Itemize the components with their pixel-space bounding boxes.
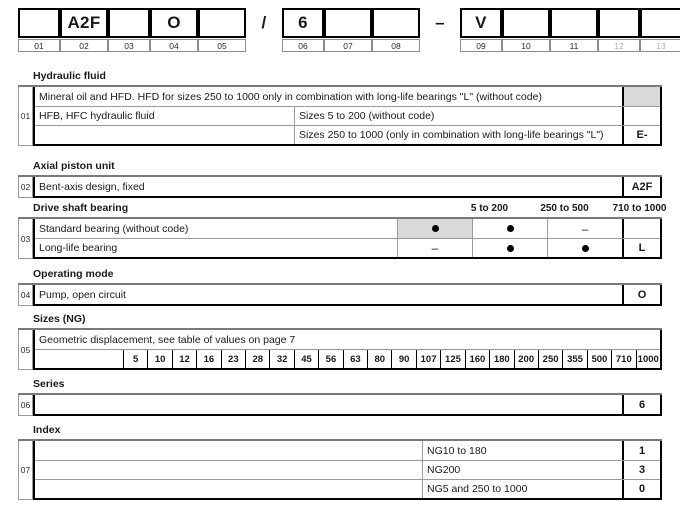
availability-mark — [472, 219, 547, 238]
section-03-title-row — [33, 202, 667, 215]
row-code: L — [622, 239, 660, 257]
ordering-code-index: 11 — [550, 39, 598, 52]
table-row — [35, 106, 660, 125]
ordering-code-position-10 — [502, 8, 550, 52]
section-01-number: 01 — [18, 87, 33, 146]
size-cell: 250 — [538, 350, 562, 368]
size-cell: 56 — [318, 350, 342, 368]
table-row — [35, 441, 660, 460]
size-cell: 355 — [562, 350, 586, 368]
bullet-icon — [432, 225, 439, 232]
ordering-code-value: 6 — [282, 8, 324, 38]
table-row — [35, 219, 660, 238]
section-02-title: Axial piston unit — [33, 160, 115, 172]
ordering-code-index: 08 — [372, 39, 420, 52]
section-07-number: 07 — [18, 441, 33, 500]
row-description: Bent-axis design, fixed — [39, 180, 145, 193]
size-cell: 107 — [416, 350, 440, 368]
row-subdescription: NG10 to 180 — [422, 441, 622, 460]
size-cell: 1000 — [636, 350, 660, 368]
size-cell: 80 — [367, 350, 391, 368]
ordering-code-index: 07 — [324, 39, 372, 52]
table-row — [35, 238, 660, 257]
size-cell: 28 — [245, 350, 269, 368]
dash-icon: – — [431, 241, 439, 255]
section-05-title: Sizes (NG) — [33, 313, 86, 325]
section-03 — [18, 202, 667, 259]
ordering-code-value — [18, 8, 60, 38]
row-subdescription: NG200 — [422, 461, 622, 479]
ordering-code-separator: – — [435, 13, 445, 32]
ordering-code-separator: / — [261, 13, 267, 32]
row-description: Mineral oil and HFD. HFD for sizes 250 to 1000 only in combination with long-life bearings "L" (without code) — [39, 90, 542, 103]
table-row — [35, 479, 660, 498]
section-02 — [18, 160, 662, 198]
dash-icon: – — [581, 221, 589, 236]
section-05-number: 05 — [18, 330, 33, 370]
section-07 — [18, 424, 662, 500]
ordering-code-index: 13 — [640, 39, 680, 52]
ordering-code-index: 06 — [282, 39, 324, 52]
row-code: E- — [622, 126, 660, 144]
size-cell: 180 — [489, 350, 513, 368]
ordering-code-position-05 — [198, 8, 246, 52]
table-row — [35, 460, 660, 479]
ordering-code-position-12 — [598, 8, 640, 52]
row-description — [35, 441, 422, 460]
size-cell: 710 — [611, 350, 635, 368]
availability-mark — [397, 239, 472, 257]
ordering-code-index: 03 — [108, 39, 150, 52]
row-description: HFB, HFC hydraulic fluid — [39, 110, 155, 122]
availability-mark — [397, 219, 472, 238]
section-01-title: Hydraulic fluid — [33, 70, 106, 82]
row-description: Pump, open circuit — [39, 288, 126, 301]
section-03-number: 03 — [18, 219, 33, 259]
ordering-code-value — [502, 8, 550, 38]
row-description — [35, 126, 294, 144]
ordering-code-value: V — [460, 8, 502, 38]
availability-mark — [472, 239, 547, 257]
size-cell: 12 — [172, 350, 196, 368]
ordering-code-position-sep — [246, 8, 282, 52]
ordering-code-value — [372, 8, 420, 38]
column-header-250-to-500: 250 to 500 — [540, 203, 589, 214]
ordering-code-value — [550, 8, 598, 38]
column-header-5-to-200: 5 to 200 — [470, 203, 509, 214]
bullet-icon — [507, 225, 514, 232]
row-code: O — [622, 285, 660, 304]
row-code: A2F — [622, 177, 660, 196]
ordering-code-position-08 — [372, 8, 420, 52]
ordering-code-index — [420, 39, 460, 52]
section-03-title: Drive shaft bearing — [33, 202, 129, 214]
size-cell: 63 — [343, 350, 367, 368]
ordering-code-position-01 — [18, 8, 60, 52]
ordering-code-index: 04 — [150, 39, 198, 52]
row-subdescription: NG5 and 250 to 1000 — [422, 480, 622, 498]
size-cell: 90 — [391, 350, 415, 368]
section-02-number: 02 — [18, 177, 33, 198]
ordering-code-bar — [18, 8, 680, 52]
row-code — [622, 219, 660, 238]
ordering-code-index: 01 — [18, 39, 60, 52]
ordering-code-index: 05 — [198, 39, 246, 52]
size-cell: 16 — [196, 350, 220, 368]
row-description — [35, 480, 422, 498]
size-cell: 32 — [269, 350, 293, 368]
table-row — [35, 125, 660, 144]
ordering-code-position-02 — [60, 8, 108, 52]
size-cell: 45 — [294, 350, 318, 368]
section-04-title: Operating mode — [33, 268, 114, 280]
row-code: 1 — [622, 441, 660, 460]
row-code: 0 — [622, 480, 660, 498]
section-04 — [18, 268, 662, 306]
ordering-code-value: O — [150, 8, 198, 38]
ordering-code-position-13 — [640, 8, 680, 52]
section-07-title: Index — [33, 424, 61, 436]
row-code — [622, 107, 660, 125]
ordering-code-position-07 — [324, 8, 372, 52]
section-05 — [18, 313, 662, 370]
row-description: Standard bearing (without code) — [39, 222, 189, 235]
table-row — [35, 87, 660, 106]
ordering-code-position-06 — [282, 8, 324, 52]
section-06 — [18, 378, 662, 416]
availability-mark — [547, 219, 622, 238]
ordering-code-index: 10 — [502, 39, 550, 52]
size-cell: 125 — [440, 350, 464, 368]
row-description: Geometric displacement, see table of values on page 7 — [39, 333, 296, 346]
ordering-code-value: A2F — [60, 8, 108, 38]
section-06-number: 06 — [18, 395, 33, 416]
table-row — [35, 395, 660, 414]
row-code — [622, 87, 660, 106]
row-subdescription: Sizes 250 to 1000 (only in combination with long-life bearings "L") — [294, 126, 622, 144]
size-cell: 5 — [123, 350, 147, 368]
row-subdescription: Sizes 5 to 200 (without code) — [294, 107, 622, 125]
ordering-code-position-03 — [108, 8, 150, 52]
size-cell: 500 — [587, 350, 611, 368]
section-04-number: 04 — [18, 285, 33, 306]
size-cell: 10 — [147, 350, 171, 368]
size-cell: 200 — [514, 350, 538, 368]
section-06-title: Series — [33, 378, 65, 390]
column-header-710-to-1000: 710 to 1000 — [612, 203, 667, 214]
sizes-row — [35, 349, 660, 368]
row-code: 6 — [622, 395, 660, 414]
ordering-code-index — [246, 39, 282, 52]
ordering-code-value — [324, 8, 372, 38]
ordering-code-index: 02 — [60, 39, 108, 52]
ordering-code-index: 12 — [598, 39, 640, 52]
ordering-code-position-11 — [550, 8, 598, 52]
size-cell: 23 — [221, 350, 245, 368]
row-description — [35, 395, 622, 414]
ordering-code-position-04 — [150, 8, 198, 52]
availability-mark — [547, 239, 622, 257]
ordering-code-value — [108, 8, 150, 38]
ordering-code-value — [640, 8, 680, 38]
ordering-code-index: 09 — [460, 39, 502, 52]
ordering-code-value — [598, 8, 640, 38]
row-code: 3 — [622, 461, 660, 479]
ordering-code-position-09 — [460, 8, 502, 52]
table-row — [35, 177, 660, 196]
sizes-row-pad — [35, 350, 123, 368]
ordering-code-position-sep — [420, 8, 460, 52]
row-description — [35, 461, 422, 479]
table-row — [35, 285, 660, 304]
row-description: Long-life bearing — [39, 242, 118, 254]
table-row — [35, 330, 660, 349]
bullet-icon — [582, 245, 589, 252]
size-cell: 160 — [465, 350, 489, 368]
ordering-code-value — [198, 8, 246, 38]
bullet-icon — [507, 245, 514, 252]
section-01 — [18, 70, 662, 146]
